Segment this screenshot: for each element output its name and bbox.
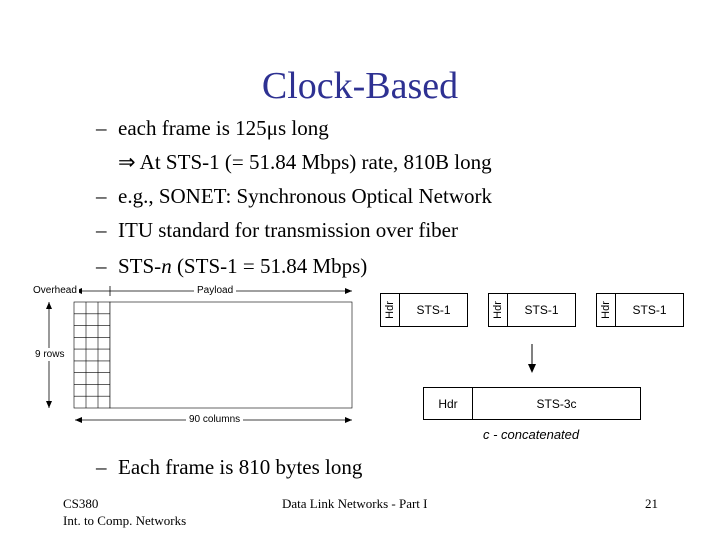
- bullet-text-pre: STS-: [118, 254, 162, 278]
- sts1-label: STS-1: [416, 303, 451, 317]
- footer-title: Data Link Networks - Part I: [282, 496, 428, 511]
- overhead-grid: [74, 302, 110, 408]
- bullet-text: [118, 254, 367, 279]
- sts1-box: [380, 293, 468, 327]
- concatenated-caption: c - concatenated: [483, 427, 580, 442]
- sts1-box: [488, 293, 576, 327]
- hdr-cell: [489, 294, 508, 326]
- columns-label: 90 columns: [186, 414, 243, 425]
- bullet-text: Each frame is 810 bytes long: [118, 455, 363, 479]
- sonet-frame-diagram: [30, 282, 360, 432]
- arrow-head: [75, 417, 82, 423]
- bullet-text-italic: n: [161, 254, 172, 278]
- footer-course-name: Int. to Comp. Networks: [63, 513, 187, 528]
- hdr-cell: [381, 294, 400, 326]
- hdr-cell: [597, 294, 616, 326]
- payload-label: Payload: [194, 285, 236, 296]
- arrow-head: [345, 288, 352, 294]
- hdr-label: Hdr: [438, 396, 458, 411]
- hdr-label: Hdr: [383, 301, 396, 319]
- arrow-head: [46, 302, 52, 309]
- slide-title: Clock-Based: [261, 65, 459, 107]
- footer-course: CS380: [63, 496, 99, 511]
- hdr-label: Hdr: [491, 301, 504, 319]
- arrow-head: [46, 401, 52, 408]
- bullet-dash: –: [96, 254, 107, 278]
- overhead-label: Overhead: [33, 285, 77, 296]
- arrow-head: [345, 417, 352, 423]
- sts3c-box: [423, 387, 641, 420]
- sts3c-label: STS-3c: [536, 396, 577, 411]
- bullet-text: ITU standard for transmission over fiber: [118, 218, 458, 242]
- payload-area: [110, 302, 352, 408]
- hdr-cell: [424, 388, 473, 419]
- bullet-text-post: (STS-1 = 51.84 Mbps): [171, 254, 368, 278]
- sts1-label: STS-1: [524, 303, 559, 317]
- down-arrow-icon: [524, 344, 540, 374]
- bullet-dash: –: [96, 184, 107, 208]
- rows-label: 9 rows: [35, 349, 65, 360]
- bullet-dash: –: [96, 116, 107, 140]
- sts1-label: STS-1: [632, 303, 667, 317]
- sts1-box: [596, 293, 684, 327]
- page-number: 21: [645, 496, 658, 511]
- bullet-dash: –: [96, 455, 107, 479]
- bullet-text: e.g., SONET: Synchronous Optical Network: [118, 184, 492, 208]
- hdr-label: Hdr: [599, 301, 612, 319]
- bullet-dash: –: [96, 218, 107, 242]
- sub-bullet-text: ⇒ At STS-1 (= 51.84 Mbps) rate, 810B long: [118, 150, 492, 174]
- bullet-text: each frame is 125μs long: [118, 116, 329, 140]
